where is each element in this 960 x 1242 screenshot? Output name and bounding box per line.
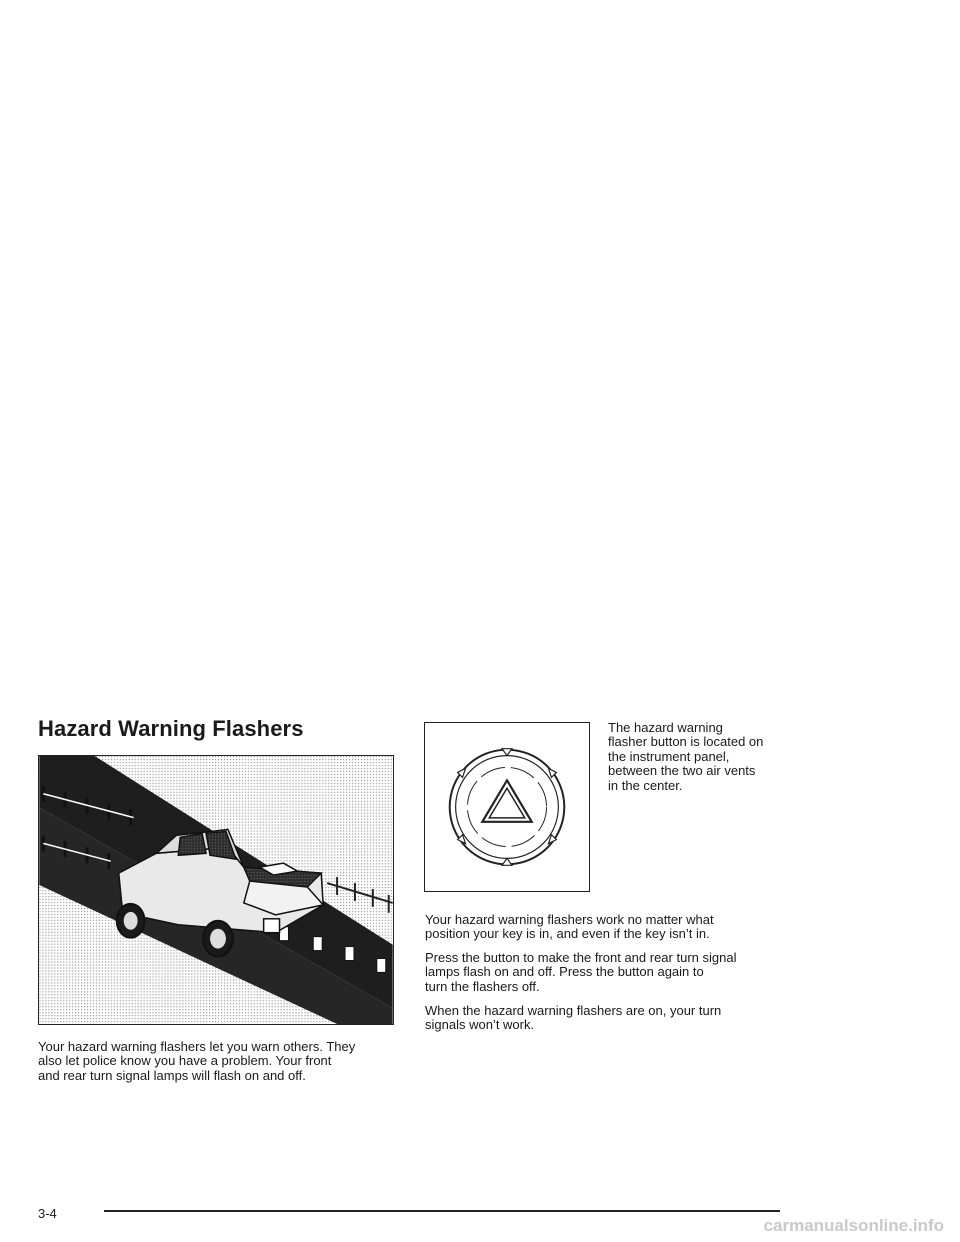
site-watermark-link[interactable]: carmanualsonline.info: [763, 1216, 944, 1235]
hazard-button-illustration: [424, 722, 590, 892]
truck-illustration: [38, 755, 394, 1025]
truck-on-road-image: [39, 756, 393, 1024]
press-button-paragraph: Press the button to make the front and rear turn signal lamps flash on and off. Press the button again to turn the flashers off.: [425, 950, 737, 994]
footer-rule: [104, 1210, 780, 1212]
hazard-button-image: [425, 723, 589, 891]
page-title: Hazard Warning Flashers: [38, 716, 304, 741]
page-number: 3-4: [38, 1206, 57, 1221]
key-position-paragraph: Your hazard warning flashers work no matter what position your key is in, and even if the key isn’t in.: [425, 912, 714, 942]
hazard-button-caption: The hazard warning flasher button is located on the instrument panel, between the two air vents in the center.: [608, 720, 764, 793]
intro-paragraph: Your hazard warning flashers let you warn others. They also let police know you have a problem. Your front and rear turn signal lamps will flash on and off.: [38, 1039, 356, 1083]
turn-signals-paragraph: When the hazard warning flashers are on, your turn signals won’t work.: [425, 1003, 722, 1033]
